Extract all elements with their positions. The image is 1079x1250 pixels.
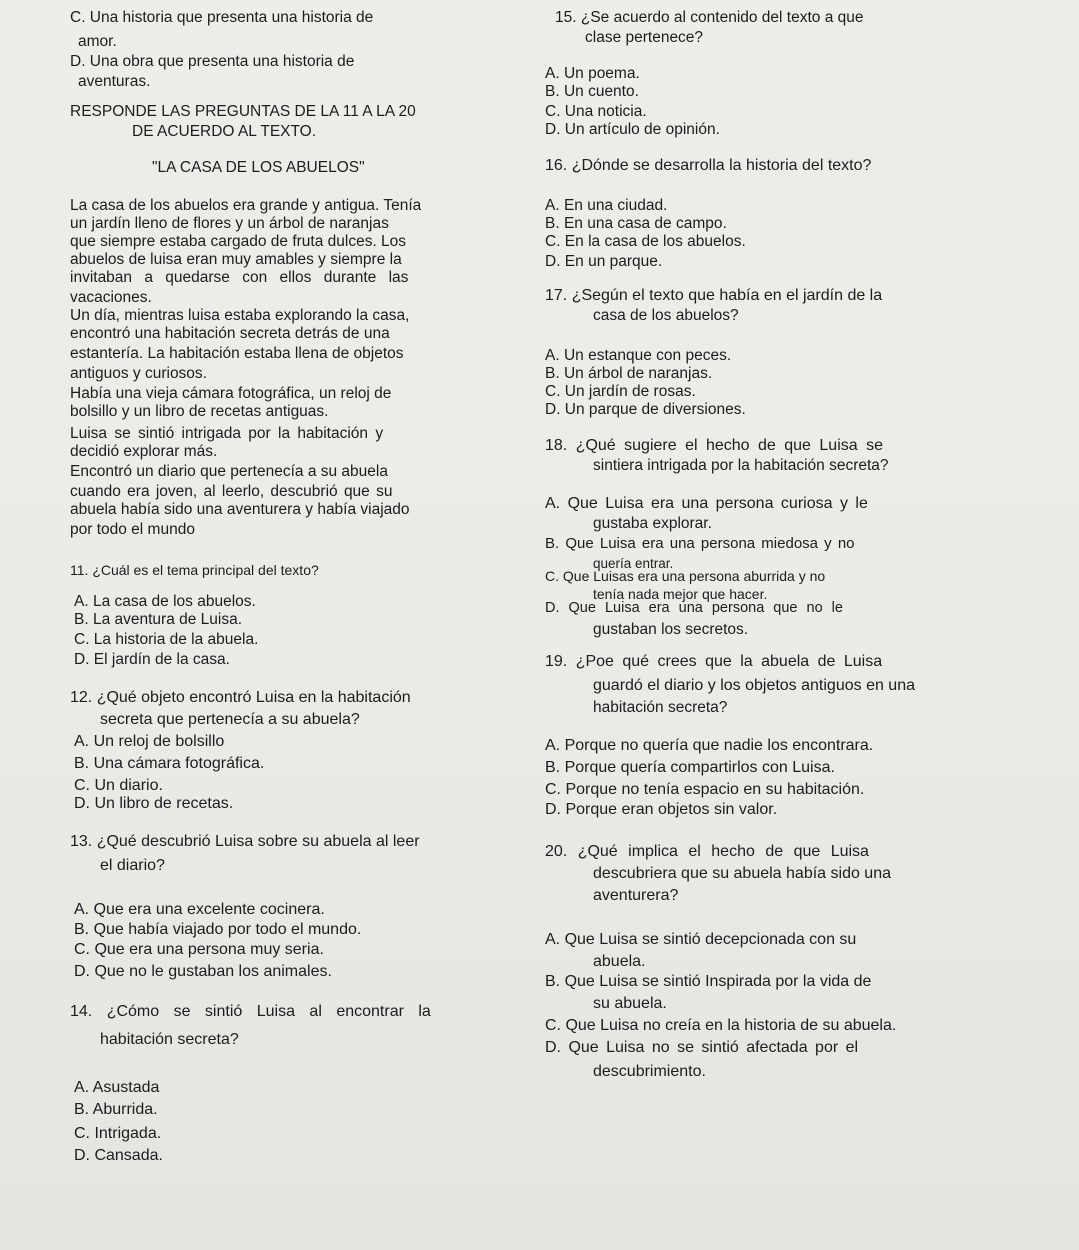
story-line: La casa de los abuelos era grande y antigua. Tenía — [70, 197, 422, 214]
q18-option-a-cont: gustaba explorar. — [593, 515, 712, 532]
question-19-cont: guardó el diario y los objetos antiguos en una — [593, 677, 915, 694]
prev-option-d-cont: aventuras. — [78, 73, 151, 90]
story-line: encontró una habitación secreta detrás de una — [70, 325, 390, 342]
instructions-line-2: DE ACUERDO AL TEXTO. — [132, 123, 317, 140]
story-line: que siempre estaba cargado de fruta dulces. Los — [70, 233, 407, 250]
q20-option-b[interactable]: B. Que Luisa se sintió Inspirada por la vida de — [545, 973, 872, 990]
q18-option-a[interactable]: A. Que Luisa era una persona curiosa y le — [545, 495, 868, 512]
story-line: Encontró un diario que pertenecía a su abuela — [70, 463, 388, 480]
q14-option-a[interactable]: A. Asustada — [74, 1079, 160, 1096]
question-17-cont: casa de los abuelos? — [593, 307, 739, 324]
story-line: vacaciones. — [70, 289, 152, 306]
q12-option-c[interactable]: C. Un diario. — [74, 777, 163, 794]
q15-option-b[interactable]: B. Un cuento. — [545, 83, 639, 100]
story-line: estantería. La habitación estaba llena de objetos — [70, 345, 404, 362]
question-20-cont: descubriera que su abuela había sido una — [593, 865, 891, 882]
q15-option-a[interactable]: A. Un poema. — [545, 65, 640, 82]
q12-option-a[interactable]: A. Un reloj de bolsillo — [74, 733, 225, 750]
q20-option-a-cont: abuela. — [593, 953, 646, 970]
q11-option-c[interactable]: C. La historia de la abuela. — [74, 631, 259, 648]
q20-option-a[interactable]: A. Que Luisa se sintió decepcionada con su — [545, 931, 857, 948]
q18-option-b-cont: quería entrar. — [593, 556, 674, 571]
q13-option-d[interactable]: D. Que no le gustaban los animales. — [74, 963, 332, 980]
q13-option-b[interactable]: B. Que había viajado por todo el mundo. — [74, 921, 362, 938]
q14-option-c[interactable]: C. Intrigada. — [74, 1125, 162, 1142]
q11-option-b[interactable]: B. La aventura de Luisa. — [74, 611, 243, 628]
story-line: antiguos y curiosos. — [70, 365, 207, 382]
story-line: cuando era joven, al leerlo, descubrió que su — [70, 483, 393, 500]
q11-option-d[interactable]: D. El jardín de la casa. — [74, 651, 230, 668]
q18-option-d[interactable]: D. Que Luisa era una persona que no le — [545, 600, 843, 616]
question-19: 19. ¿Poe qué crees que la abuela de Luisa — [545, 653, 883, 670]
q17-option-b[interactable]: B. Un árbol de naranjas. — [545, 365, 713, 382]
q14-option-d[interactable]: D. Cansada. — [74, 1147, 163, 1164]
story-line: Luisa se sintió intrigada por la habitación y — [70, 425, 384, 442]
prev-option-d: D. Una obra que presenta una historia de — [70, 53, 355, 70]
question-12: 12. ¿Qué objeto encontró Luisa en la habitación — [70, 689, 411, 706]
q13-option-a[interactable]: A. Que era una excelente cocinera. — [74, 901, 325, 918]
q19-option-b[interactable]: B. Porque quería compartirlos con Luisa. — [545, 759, 835, 776]
question-18: 18. ¿Qué sugiere el hecho de que Luisa se — [545, 437, 883, 454]
story-line: Un día, mientras luisa estaba explorando la casa, — [70, 307, 410, 324]
q18-option-d-cont: gustaban los secretos. — [593, 621, 749, 638]
question-14-cont: habitación secreta? — [100, 1031, 239, 1048]
question-20-cont-2: aventurera? — [593, 887, 679, 904]
q16-option-a[interactable]: A. En una ciudad. — [545, 197, 668, 214]
question-15: 15. ¿Se acuerdo al contenido del texto a que — [555, 9, 864, 26]
story-line: abuelos de luisa eran muy amables y siempre la — [70, 251, 402, 268]
q20-option-b-cont: su abuela. — [593, 995, 667, 1012]
prev-option-c: C. Una historia que presenta una historia de — [70, 9, 374, 26]
question-16: 16. ¿Dónde se desarrolla la historia del texto? — [545, 157, 872, 174]
q15-option-d[interactable]: D. Un artículo de opinión. — [545, 121, 720, 138]
prev-option-c-cont: amor. — [78, 33, 117, 50]
story-line: abuela había sido una aventurera y había viajado — [70, 501, 410, 518]
question-18-cont: sintiera intrigada por la habitación secreta? — [593, 457, 889, 474]
q18-option-c-cont: tenía nada mejor que hacer. — [593, 586, 768, 602]
q13-option-c[interactable]: C. Que era una persona muy seria. — [74, 941, 324, 958]
question-15-cont: clase pertenece? — [585, 29, 704, 46]
story-line: bolsillo y un libro de recetas antiguas. — [70, 403, 329, 420]
instructions-line-1: RESPONDE LAS PREGUNTAS DE LA 11 A LA 20 — [70, 103, 416, 120]
story-line: un jardín lleno de flores y un árbol de naranjas — [70, 215, 389, 232]
q19-option-d[interactable]: D. Porque eran objetos sin valor. — [545, 801, 778, 818]
q20-option-d[interactable]: D. Que Luisa no se sintió afectada por el — [545, 1039, 859, 1056]
question-12-cont: secreta que pertenecía a su abuela? — [100, 711, 360, 728]
q20-option-d-cont: descubrimiento. — [593, 1063, 706, 1080]
q12-option-b[interactable]: B. Una cámara fotográfica. — [74, 755, 265, 772]
story-line: invitaban a quedarse con ellos durante las — [70, 269, 409, 286]
question-17: 17. ¿Según el texto que había en el jardín de la — [545, 287, 883, 304]
q18-option-b[interactable]: B. Que Luisa era una persona miedosa y no — [545, 535, 855, 552]
question-19-cont-2: habitación secreta? — [593, 699, 728, 716]
question-20: 20. ¿Qué implica el hecho de que Luisa — [545, 843, 869, 860]
q19-option-c[interactable]: C. Porque no tenía espacio en su habitación. — [545, 781, 865, 798]
q16-option-b[interactable]: B. En una casa de campo. — [545, 215, 727, 232]
q20-option-c[interactable]: C. Que Luisa no creía en la historia de su abuela. — [545, 1017, 897, 1034]
q17-option-d[interactable]: D. Un parque de diversiones. — [545, 401, 746, 418]
story-line: Había una vieja cámara fotográfica, un reloj de — [70, 385, 392, 402]
q11-option-a[interactable]: A. La casa de los abuelos. — [74, 593, 256, 610]
story-line: por todo el mundo — [70, 521, 195, 538]
q14-option-b[interactable]: B. Aburrida. — [74, 1101, 158, 1118]
q16-option-d[interactable]: D. En un parque. — [545, 253, 663, 270]
q17-option-a[interactable]: A. Un estanque con peces. — [545, 347, 732, 364]
story-title: "LA CASA DE LOS ABUELOS" — [152, 159, 365, 176]
q12-option-d[interactable]: D. Un libro de recetas. — [74, 795, 234, 812]
question-13-cont: el diario? — [100, 857, 165, 874]
question-13: 13. ¿Qué descubrió Luisa sobre su abuela al leer — [70, 833, 420, 850]
story-line: decidió explorar más. — [70, 443, 218, 460]
question-11: 11. ¿Cuál es el tema principal del texto? — [70, 562, 319, 578]
q16-option-c[interactable]: C. En la casa de los abuelos. — [545, 233, 746, 250]
q18-option-c[interactable]: C. Que Luisas era una persona aburrida y no — [545, 568, 826, 584]
q19-option-a[interactable]: A. Porque no quería que nadie los encontrara. — [545, 737, 874, 754]
question-14: 14. ¿Cómo se sintió Luisa al encontrar la — [70, 1003, 431, 1020]
q15-option-c[interactable]: C. Una noticia. — [545, 103, 647, 120]
q17-option-c[interactable]: C. Un jardín de rosas. — [545, 383, 696, 400]
